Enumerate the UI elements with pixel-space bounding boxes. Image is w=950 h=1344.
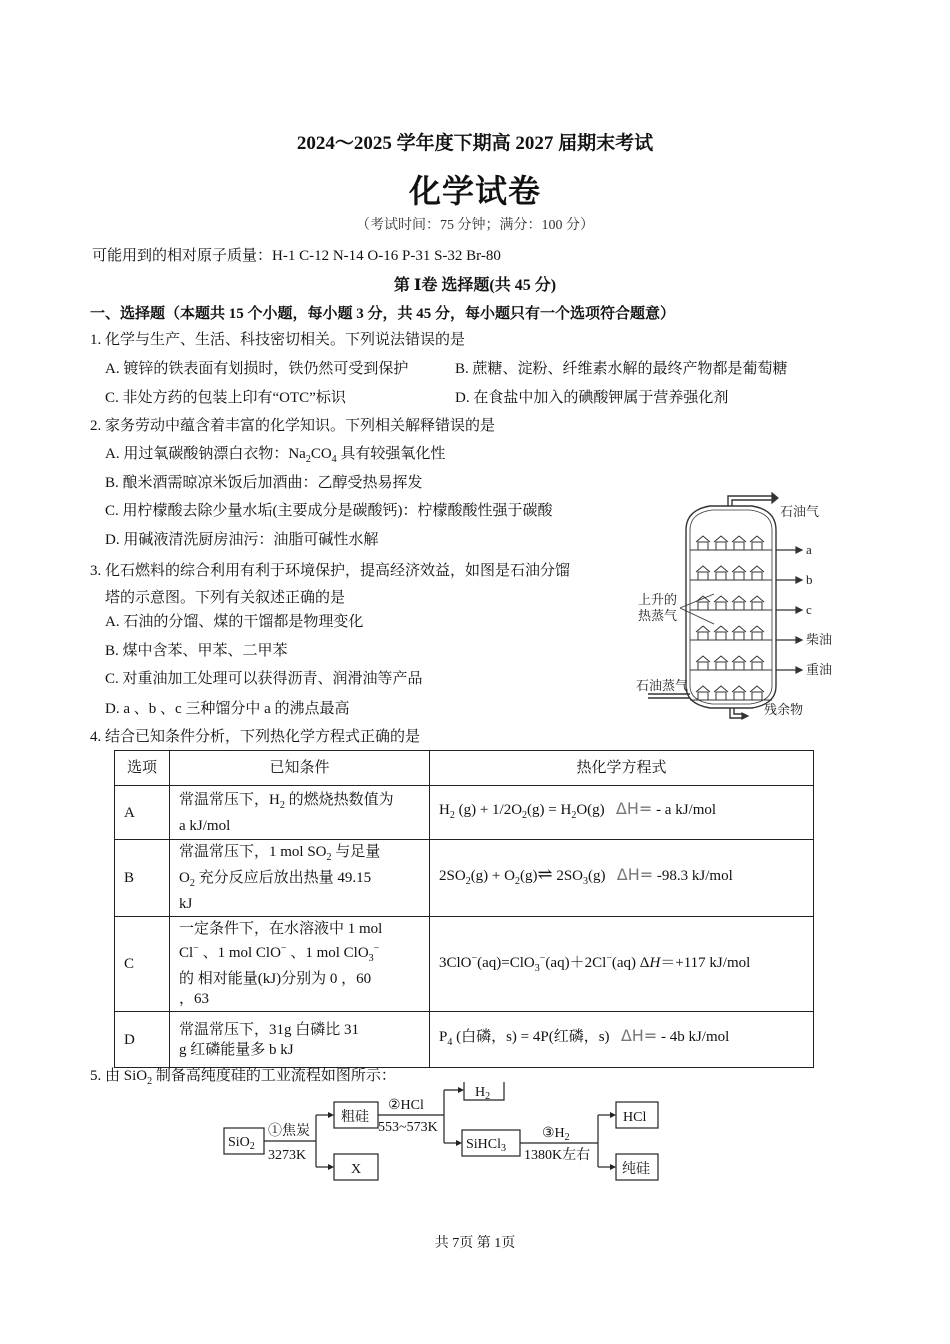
flow-step3-label: $③H_2$	[542, 1126, 570, 1143]
q3-stem-line2: 塔的示意图。下列有关叙述正确的是	[105, 590, 346, 606]
q3-stem-line1: 3. 化石燃料的综合利用有利于环境保护，提高经济效益，如图是石油分馏	[90, 563, 571, 579]
condition-cell: 常温常压下，31g 白磷比 31 g 红磷能量多 b kJ	[170, 1012, 430, 1068]
flow-step1-label: ①焦炭	[268, 1124, 310, 1139]
option-cell: C	[115, 917, 170, 1012]
table-header-cell: 热化学方程式	[430, 751, 814, 786]
tower-left-label-1: 上升的	[638, 592, 678, 607]
flow-sihcl3-label: SiHCl$_3$	[466, 1137, 507, 1154]
flow-temp2-label: 553~573K	[378, 1120, 438, 1135]
q3-option-d: D. a 、b 、c 三种馏分中 a 的沸点最高	[105, 701, 350, 717]
flow-temp1-label: 3273K	[268, 1148, 307, 1163]
table-header-cell: 已知条件	[170, 751, 430, 786]
option-cell: D	[115, 1012, 170, 1068]
table-header-row	[115, 751, 814, 786]
q4-table	[114, 750, 814, 1068]
flow-crude-silicon-label: 粗硅	[341, 1110, 369, 1125]
section-title: 一、选择题（本题共 15 个小题，每小题 3 分，共 45 分，每小题只有一个选项符合题意）	[90, 306, 676, 322]
flow-temp3-label: 1380K左右	[524, 1148, 591, 1163]
tower-label-diesel: 柴油	[806, 632, 833, 647]
silicon-flowchart	[218, 1078, 668, 1188]
q3-option-c: C. 对重油加工处理可以获得沥青、润滑油等产品	[105, 671, 423, 687]
equation-cell: $H_2$ $(g) + 1/2O_2(g) = H_2O(g)$ ΔH= - a kJ/mol	[430, 786, 814, 840]
q4-stem: 4. 结合已知条件分析，下列热化学方程式正确的是	[90, 729, 421, 745]
tower-bottom-right-label: 残余物	[764, 702, 804, 717]
part-title: 第 Ⅰ卷 选择题(共 45 分)	[393, 277, 557, 294]
flow-sio2-label: SiO$_2$	[228, 1135, 255, 1152]
tower-left-label-2: 热蒸气	[638, 608, 678, 623]
equation-cell: $2SO_2(g)$ + $O_2(g)\rightleftharpoons$ $2SO_3(g)$ ΔH= -98.3 kJ/mol	[430, 840, 814, 917]
table-row	[115, 786, 814, 840]
table-row	[115, 1012, 814, 1068]
tower-label-c: c	[806, 602, 812, 617]
q3-option-b: B. 煤中含苯、甲苯、二甲苯	[105, 643, 288, 659]
flow-h2-label: $H_2$	[475, 1085, 491, 1102]
table-row	[115, 840, 814, 917]
page-footer: 共 7页 第 1页	[434, 1236, 516, 1251]
condition-cell: 一定条件下，在水溶液中 1 mol Cl− 、1 mol ClO− 、1 mol ClO$_3$− 的 相对能量(kJ)分别为 0 ，60 ，63	[170, 917, 430, 1012]
flow-step2-label: ②HCl	[388, 1098, 424, 1113]
tower-top-label: 石油气	[780, 504, 820, 519]
option-cell: B	[115, 840, 170, 917]
subject-title: 化学试卷	[408, 172, 541, 210]
q2-option-b: B. 酿米酒需晾凉米饭后加酒曲：乙醇受热易挥发	[105, 475, 423, 491]
q1-option-a: A. 镀锌的铁表面有划损时，铁仍然可受到保护	[105, 361, 409, 377]
tower-label-heavy-oil: 重油	[806, 662, 833, 677]
option-cell: A	[115, 786, 170, 840]
table-header-cell: 选项	[115, 751, 170, 786]
table-row	[115, 917, 814, 1012]
exam-info: （考试时间：75 分钟；满分：100 分）	[356, 218, 594, 233]
tower-label-b: b	[806, 572, 813, 587]
flow-x-label: X	[351, 1162, 362, 1177]
equation-cell: $P_4$ (白磷，s) = 4P(红磷，s) ΔH= - 4b kJ/mol	[430, 1012, 814, 1068]
tower-label-a: a	[806, 542, 812, 557]
distillation-tower-diagram	[630, 490, 840, 730]
q1-stem: 1. 化学与生产、生活、科技密切相关。下列说法错误的是	[90, 332, 466, 348]
atomic-masses: 可能用到的相对原子质量：H-1 C-12 N-14 O-16 P-31 S-32 Br-80	[92, 248, 501, 264]
q2-option-c: C. 用柠檬酸去除少量水垢(主要成分是碳酸钙)：柠檬酸酸性强于碳酸	[105, 503, 553, 519]
flow-hcl-label: HCl	[623, 1110, 647, 1125]
q2-option-a: A. 用过氧碳酸钠漂白衣物：$Na_2CO_4$ 具有较强氧化性	[105, 446, 446, 465]
exam-title: 2024～2025 学年度下期高 2027 届期末考试	[296, 133, 654, 154]
flow-pure-silicon-label: 纯硅	[622, 1162, 650, 1177]
condition-cell: 常温常压下，1 mol $SO_2$ 与足量 $O_2$ 充分反应后放出热量 49.15 kJ	[170, 840, 430, 917]
q1-option-b: B. 蔗糖、淀粉、纤维素水解的最终产物都是葡萄糖	[455, 361, 788, 377]
tower-bottom-left-label: 石油蒸气	[636, 678, 689, 693]
q1-option-c: C. 非处方药的包装上印有“OTC”标识	[105, 390, 346, 406]
q5-stem: 5. 由 SiO$_2$ 制备高纯度硅的工业流程如图所示：	[90, 1068, 396, 1087]
q2-option-d: D. 用碱液清洗厨房油污：油脂可碱性水解	[105, 532, 379, 548]
equation-cell: 3ClO−(aq)=ClO$_3$−(aq)＋2Cl−(aq) ΔH＝+117 kJ/mol	[430, 917, 814, 1012]
condition-cell: 常温常压下，$H_2$ 的燃烧热数值为 a kJ/mol	[170, 786, 430, 840]
q1-option-d: D. 在食盐中加入的碘酸钾属于营养强化剂	[455, 390, 729, 406]
q2-stem: 2. 家务劳动中蕴含着丰富的化学知识。下列相关解释错误的是	[90, 418, 496, 434]
q3-option-a: A. 石油的分馏、煤的干馏都是物理变化	[105, 614, 364, 630]
